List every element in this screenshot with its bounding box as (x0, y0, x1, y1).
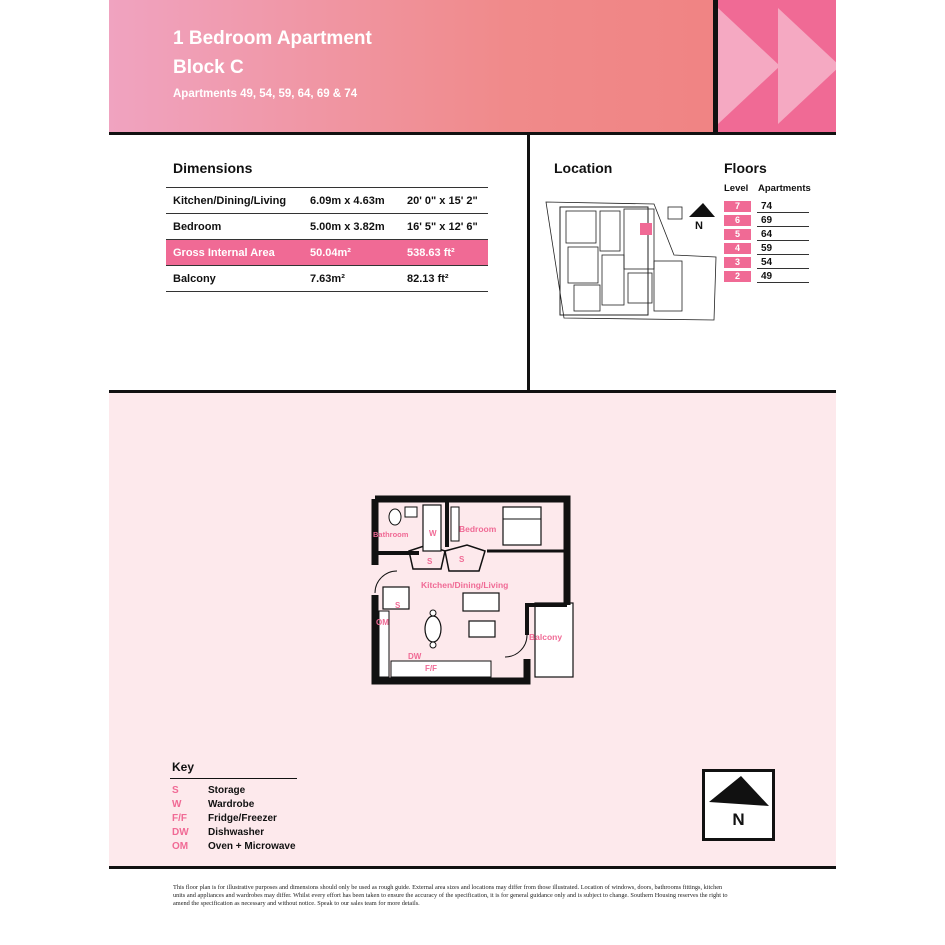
floor-row: 2 49 (724, 270, 809, 284)
fridge-marker: F/F (425, 664, 437, 673)
room-label-kitchen: Kitchen/Dining/Living (421, 580, 509, 590)
storage-marker: S (427, 557, 433, 566)
floors-title: Floors (724, 160, 767, 176)
room-label-bedroom: Bedroom (459, 524, 497, 534)
gross-internal-area-row: Gross Internal Area 50.04m² 538.63 ft² (166, 240, 488, 266)
oven-marker: OM (376, 618, 389, 627)
wardrobe-marker: W (429, 529, 437, 538)
table-row: Balcony 7.63m² 82.13 ft² (166, 266, 488, 292)
compass-label: N (732, 810, 745, 829)
block-title: Block C (173, 57, 244, 78)
floor-row: 7 74 (724, 200, 809, 214)
room-label-bathroom: Bathroom (373, 530, 409, 539)
table-row: Kitchen/Dining/Living 6.09m x 4.63m 20' 0" x 15' 2" (166, 188, 488, 214)
divider (109, 132, 836, 135)
apartment-type-title: 1 Bedroom Apartment (173, 28, 372, 49)
location-title: Location (554, 160, 613, 176)
divider (527, 133, 530, 391)
map-north-label: N (695, 220, 703, 232)
level-header: Level (724, 183, 749, 194)
apartments-header: Apartments (758, 183, 811, 194)
floor-row: 4 59 (724, 242, 809, 256)
storage-marker: S (395, 601, 401, 610)
compass-box (702, 769, 775, 841)
dimensions-table (166, 187, 488, 292)
dishwasher-marker: DW (408, 652, 422, 661)
key-title: Key (172, 760, 195, 774)
divider (109, 866, 836, 869)
room-label-balcony: Balcony (529, 632, 563, 642)
disclaimer-text: This floor plan is for illustrative purposes and dimensions should only be used as rough guide. External area sizes and locations may differ from those illustrated. Location of windows, doors, bathrooms fittings, kitchen units and appliances and wardrobes may differ. Whilst every effort has been taken to ensure the accuracy of the specification, it is for general guidance only and is subject to change. Southern Housing reserves the right to amend the specification as necessary and without notice. Speak to our sales team for more details. (173, 884, 728, 907)
double-chevron-icon (713, 0, 836, 133)
storage-marker: S (459, 555, 465, 564)
floor-row: 6 69 (724, 214, 809, 228)
divider (170, 778, 297, 779)
floor-row: 3 54 (724, 256, 809, 270)
floor-row: 5 64 (724, 228, 809, 242)
north-arrow-icon (705, 772, 772, 812)
floorplan-sheet: 1 Bedroom Apartment Block C Apartments 49, 54, 59, 64, 69 & 74 Dimensions Kitchen/Dining/Living 6.09m x 4.63m 20' 0" x 15' 2" Bedroom 5.00m x 3.82m 16' 5" x 12' 6" Gross Internal Area 50.04m² 538.63 ft² Balcony 7.63m² 82.13 ft² Location N Floors Level Apartments 7 74 6 69 5 64 4 59 3 54 2 49 Bathroom Bedroom Kitchen/Dining/Living Balcony W S S S OM DW F/F Key S Storage W Wardrobe F/F Fridge/Freezer DW Dishwasher OM Oven + Microwave N This floor plan is for illustrative purposes and dimensions should only be used as rough guide. External area sizes and locations may differ from those illustrated. Location of windows, doors, bathrooms fittings, kitchen units and appliances and wardrobes may differ. Whilst every effort has been taken to ensure the accuracy of the specification, it is for general guidance only and is subject to change. Southern Housing reserves the right to amend the specification as necessary and without notice. Speak to our sales team for more details. (109, 0, 836, 945)
table-row: Bedroom 5.00m x 3.82m 16' 5" x 12' 6" (166, 214, 488, 240)
dimensions-title: Dimensions (173, 160, 253, 176)
apartment-numbers: Apartments 49, 54, 59, 64, 69 & 74 (173, 88, 358, 100)
